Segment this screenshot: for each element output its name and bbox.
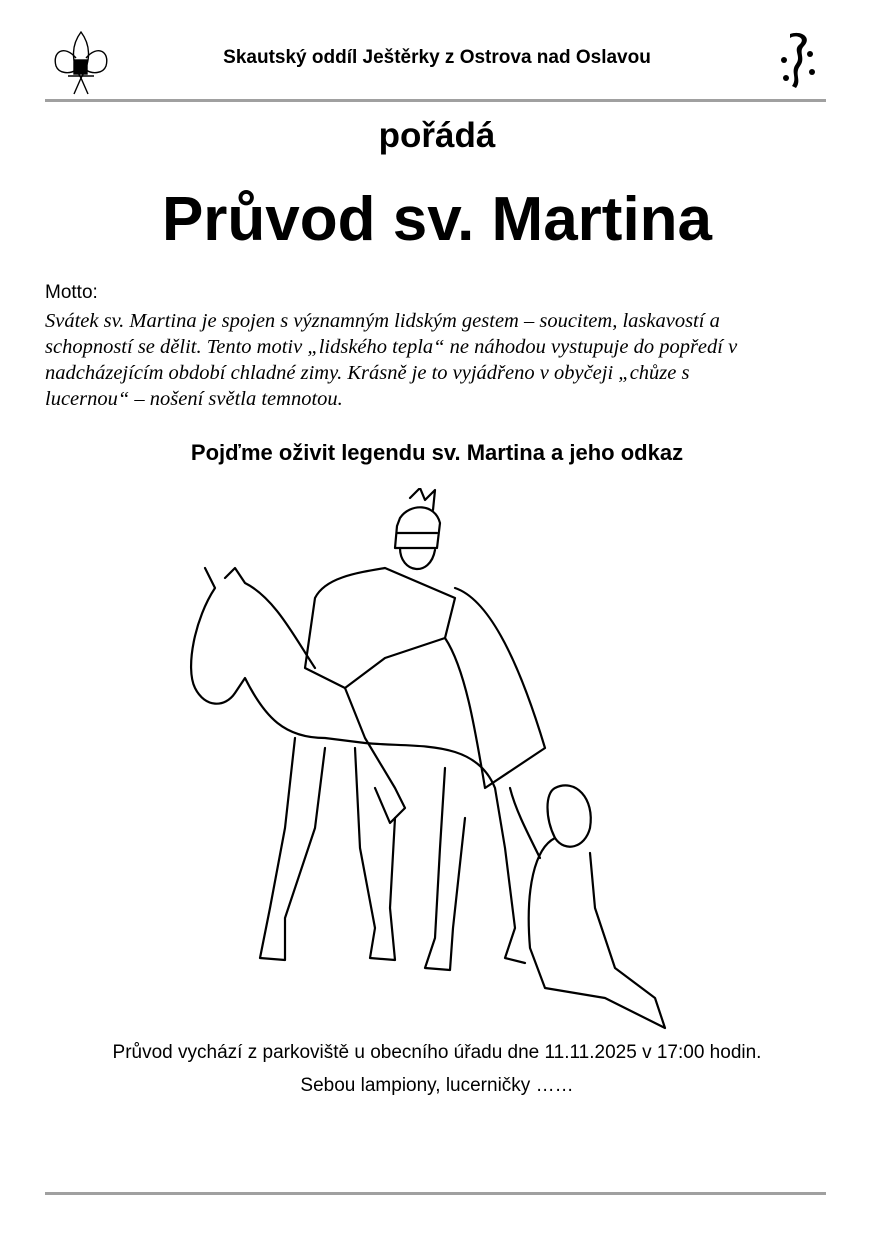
st-martin-illustration (185, 488, 675, 1033)
motto-line: lucernou“ – nošení světla temnotou. (45, 388, 343, 410)
motto-line: nadcházejícím období chladné zimy. Krásně je to vyjádřeno v obyčeji „chůze s (45, 362, 690, 384)
lizard-icon (770, 30, 822, 92)
event-details: Průvod vychází z parkoviště u obecního úřadu dne 11.11.2025 v 17:00 hodin. (112, 1042, 762, 1063)
header-divider (45, 99, 826, 102)
footer-divider (45, 1192, 826, 1195)
motto-text (45, 308, 835, 412)
section-heading: Pojďme oživit legendu sv. Martina a jeho odkaz (190, 440, 684, 465)
bring-items-note: Sebou lampiony, lucerničky …… (300, 1075, 574, 1096)
organization-name: Skautský oddíl Ještěrky z Ostrova nad Oslavou (223, 47, 651, 68)
organizes-label: pořádá (378, 116, 496, 155)
page-title: Průvod sv. Martina (161, 185, 713, 254)
motto-line: schopností se dělit. Tento motiv „lidského tepla“ ne náhodou vystupuje do popředí v (45, 336, 738, 358)
motto-label: Motto: (45, 282, 98, 303)
motto-line: Svátek sv. Martina je spojen s významným lidským gestem – soucitem, laskavostí a (45, 310, 720, 332)
